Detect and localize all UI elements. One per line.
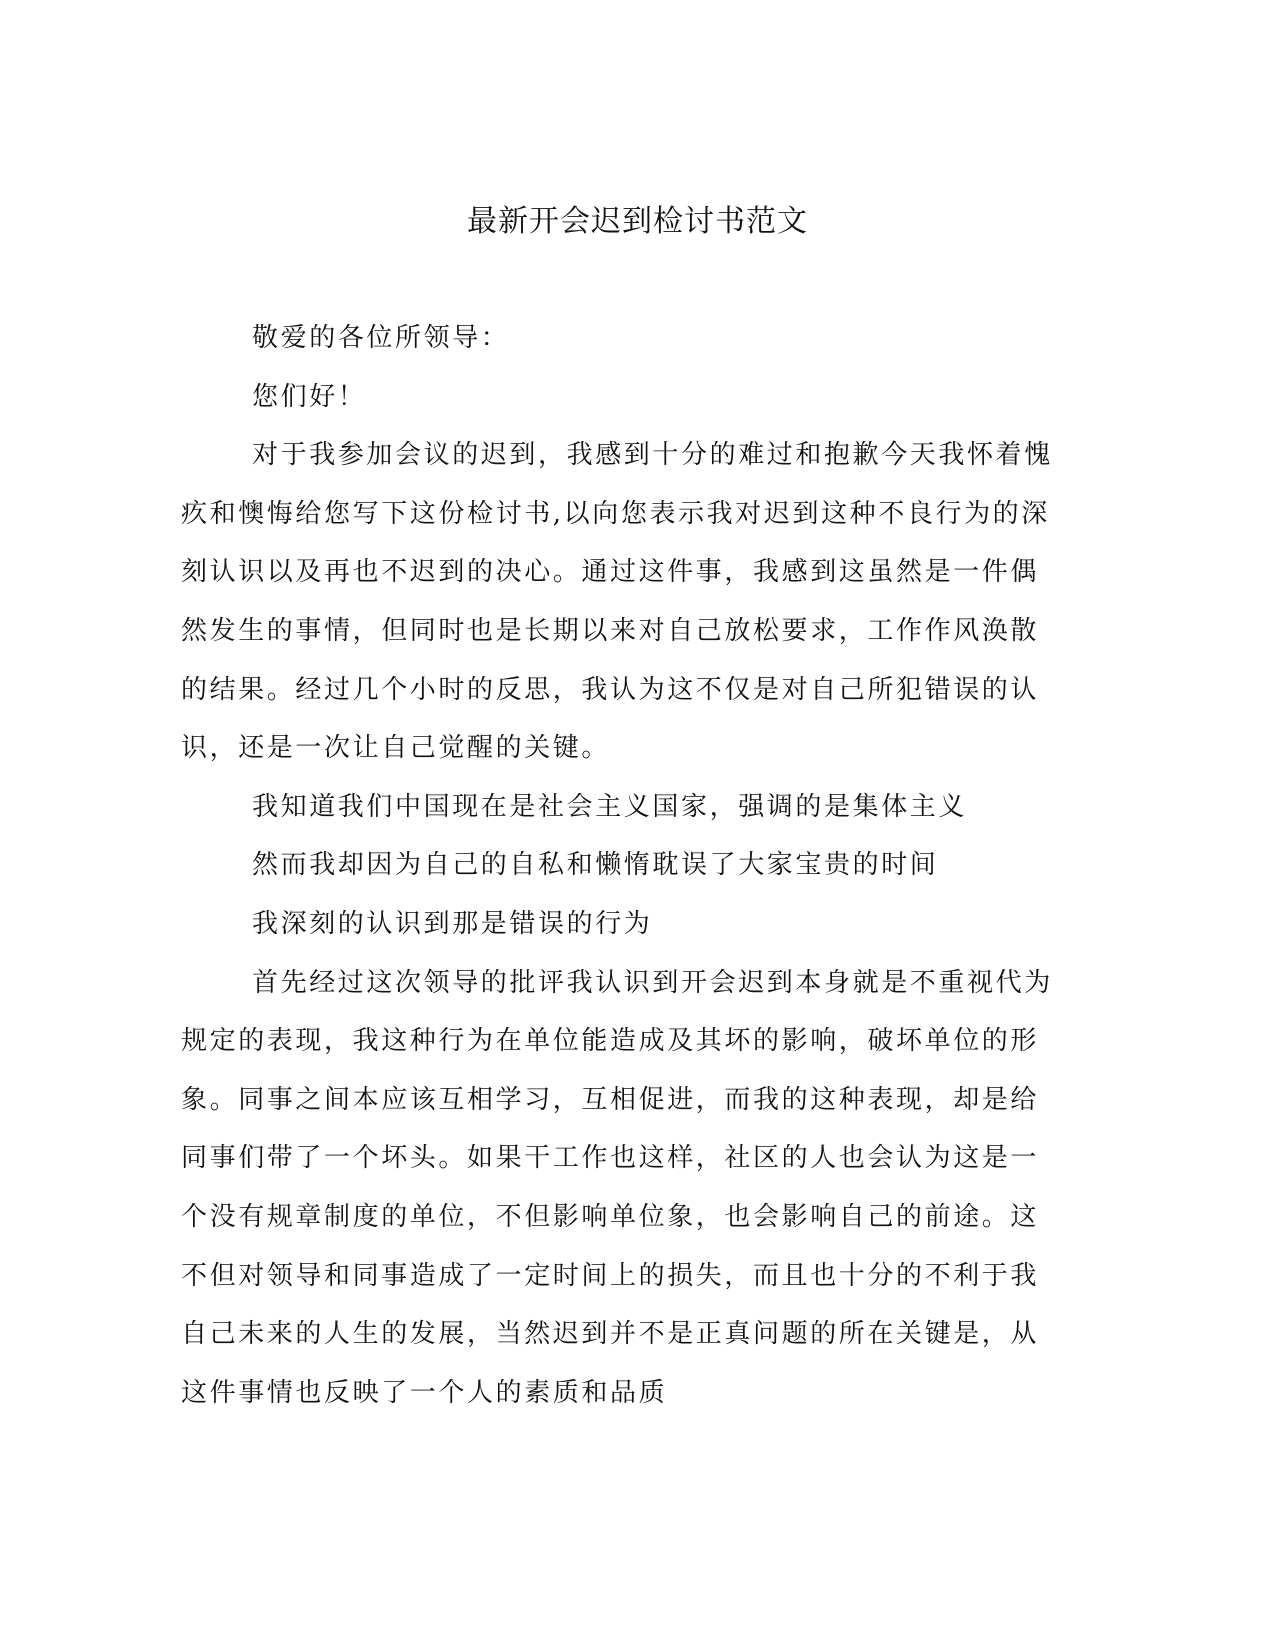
text-line: 识，还是一次让自己觉醒的关键。 [181,733,611,764]
text-line: 不但对领导和同事造成了一定时间上的损失，而且也十分的不利于我 [181,1260,1040,1291]
text-line: 象。同事之间本应该互相学习，互相促进，而我的这种表现，却是给 [181,1084,1040,1115]
document-body [181,309,1053,1422]
text-line: 疚和懊悔给您写下这份检讨书,以向您表示我对迟到这种不良行为的深 [181,498,1050,529]
text-line: 首先经过这次领导的批评我认识到开会迟到本身就是不重视代为 [252,967,1053,998]
text-line: 这件事情也反映了一个人的素质和品质 [181,1377,668,1408]
text-line: 的结果。经过几个小时的反思，我认为这不仅是对自己所犯错误的认 [181,674,1040,705]
text-line: 规定的表现，我这种行为在单位能造成及其坏的影响，破坏单位的形 [181,1026,1040,1057]
text-line: 我知道我们中国现在是社会主义国家，强调的是集体主义 [252,791,968,822]
text-line: 然而我却因为自己的自私和懒惰耽误了大家宝贵的时间 [252,850,939,881]
document-title: 最新开会迟到检讨书范文 [467,204,808,239]
text-line: 我深刻的认识到那是错误的行为 [252,908,653,939]
text-line: 自己未来的人生的发展，当然迟到并不是正真问题的所在关键是，从 [181,1319,1040,1350]
text-line: 您们好！ [252,381,367,412]
text-line: 敬爱的各位所领导： [252,323,510,353]
text-line: 然发生的事情，但同时也是长期以来对自己放松要求，工作作风涣散 [181,615,1040,646]
text-line: 对于我参加会议的迟到，我感到十分的难过和抱歉今天我怀着愧 [252,440,1053,471]
text-line: 同事们带了一个坏头。如果干工作也这样，社区的人也会认为这是一 [181,1143,1040,1174]
text-line: 个没有规章制度的单位，不但影响单位象，也会影响自己的前途。这 [181,1201,1040,1232]
text-line: 刻认识以及再也不迟到的决心。通过这件事，我感到这虽然是一件偶 [181,557,1040,588]
